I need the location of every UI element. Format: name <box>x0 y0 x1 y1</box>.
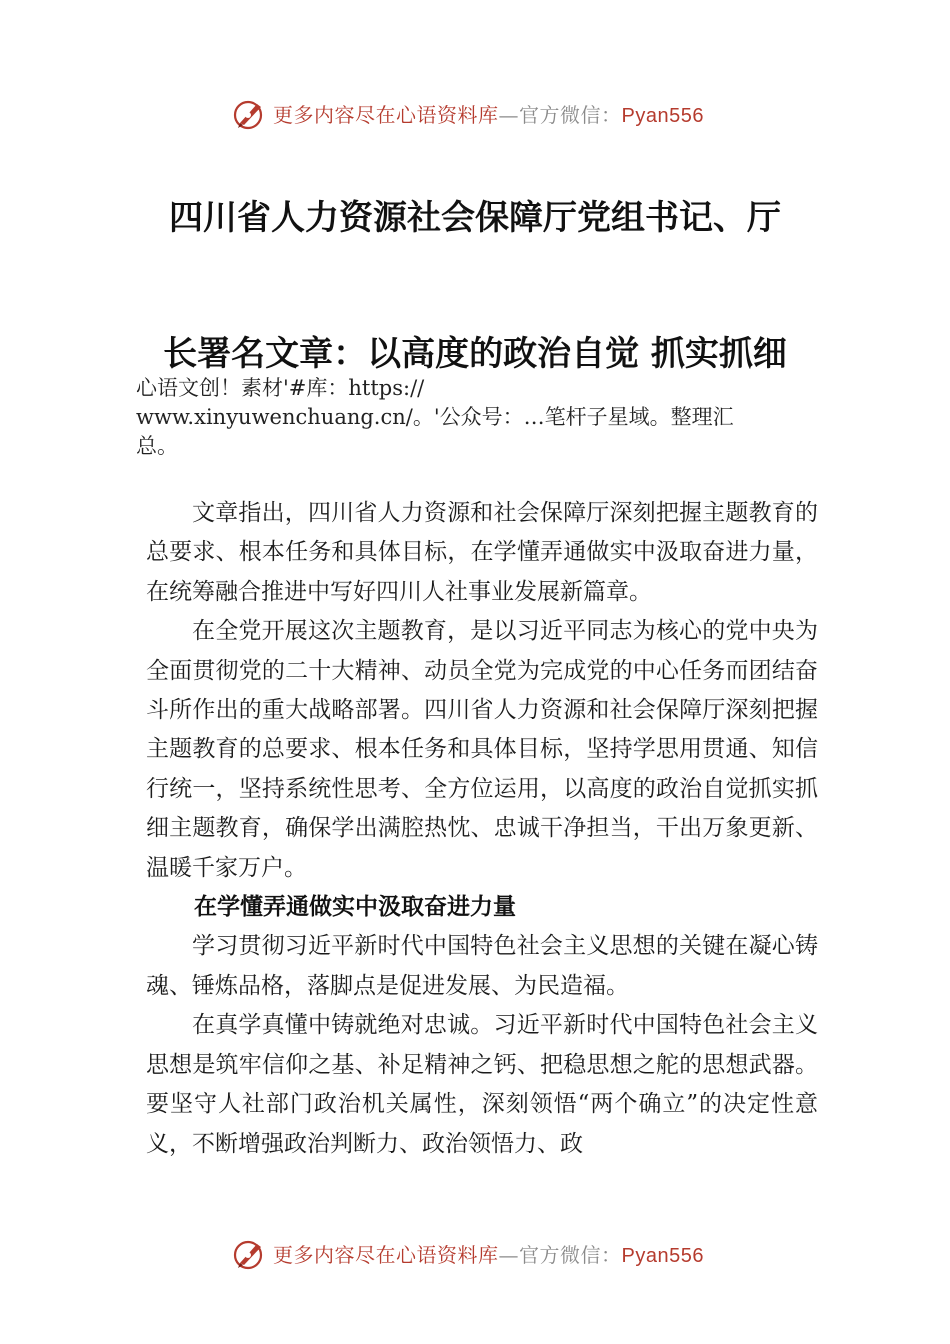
paragraph: 学习贯彻习近平新时代中国特色社会主义思想的关键在凝心铸魂、锤炼品格，落脚点是促进发展、为民造福。 <box>146 933 818 999</box>
article-title-line-2: 长署名文章：以高度的政治自觉 抓实抓细 <box>163 334 787 374</box>
wechat-id: Pyan556 <box>621 105 704 127</box>
wechat-id: Pyan556 <box>621 1245 704 1267</box>
source-line: 总。 <box>136 434 178 458</box>
banner-text: 更多内容尽在心语资料库—官方微信：Pyan556 <box>273 1243 704 1267</box>
pen-logo-icon <box>231 1236 267 1272</box>
article-body <box>146 494 818 1164</box>
paragraph: 在真学真懂中铸就绝对忠诚。习近平新时代中国特色社会主义思想是筑牢信仰之基、补足精神之钙、把稳思想之舵的思想武器。要坚守人社部门政治机关属性，深刻领悟“两个确立”的决定性意义，不断增强政治判断力、政治领悟力、政 <box>146 1012 818 1157</box>
source-line: 心语文创！素材'#库：https:// <box>136 376 425 400</box>
paragraph: 在全党开展这次主题教育，是以习近平同志为核心的党中央为全面贯彻党的二十大精神、动员全党为完成党的中心任务而团结奋斗所作出的重大战略部署。四川省人力资源和社会保障厅深刻把握主题教育的总要求、根本任务和具体目标，坚持学思用贯通、知信行统一，坚持系统性思考、全方位运用，以高度的政治自觉抓实抓细主题教育，确保学出满腔热忱、忠诚干净担当，干出万象更新、温暖千家万户。 <box>146 618 818 881</box>
section-heading: 在学懂弄通做实中汲取奋进力量 <box>194 894 516 921</box>
header-banner <box>0 94 950 134</box>
banner-text: 更多内容尽在心语资料库—官方微信：Pyan556 <box>273 103 704 127</box>
footer-banner <box>0 1234 950 1274</box>
article-title-line-1: 四川省人力资源社会保障厅党组书记、厅 <box>169 198 781 238</box>
source-line: www.xinyuwenchuang.cn/。'公众号：…笔杆子星域。整理汇 <box>136 405 734 429</box>
pen-logo-icon <box>231 96 267 132</box>
paragraph: 文章指出，四川省人力资源和社会保障厅深刻把握主题教育的总要求、根本任务和具体目标，在学懂弄通做实中汲取奋进力量，在统筹融合推进中写好四川人社事业发展新篇章。 <box>146 500 818 605</box>
source-note <box>136 374 826 461</box>
